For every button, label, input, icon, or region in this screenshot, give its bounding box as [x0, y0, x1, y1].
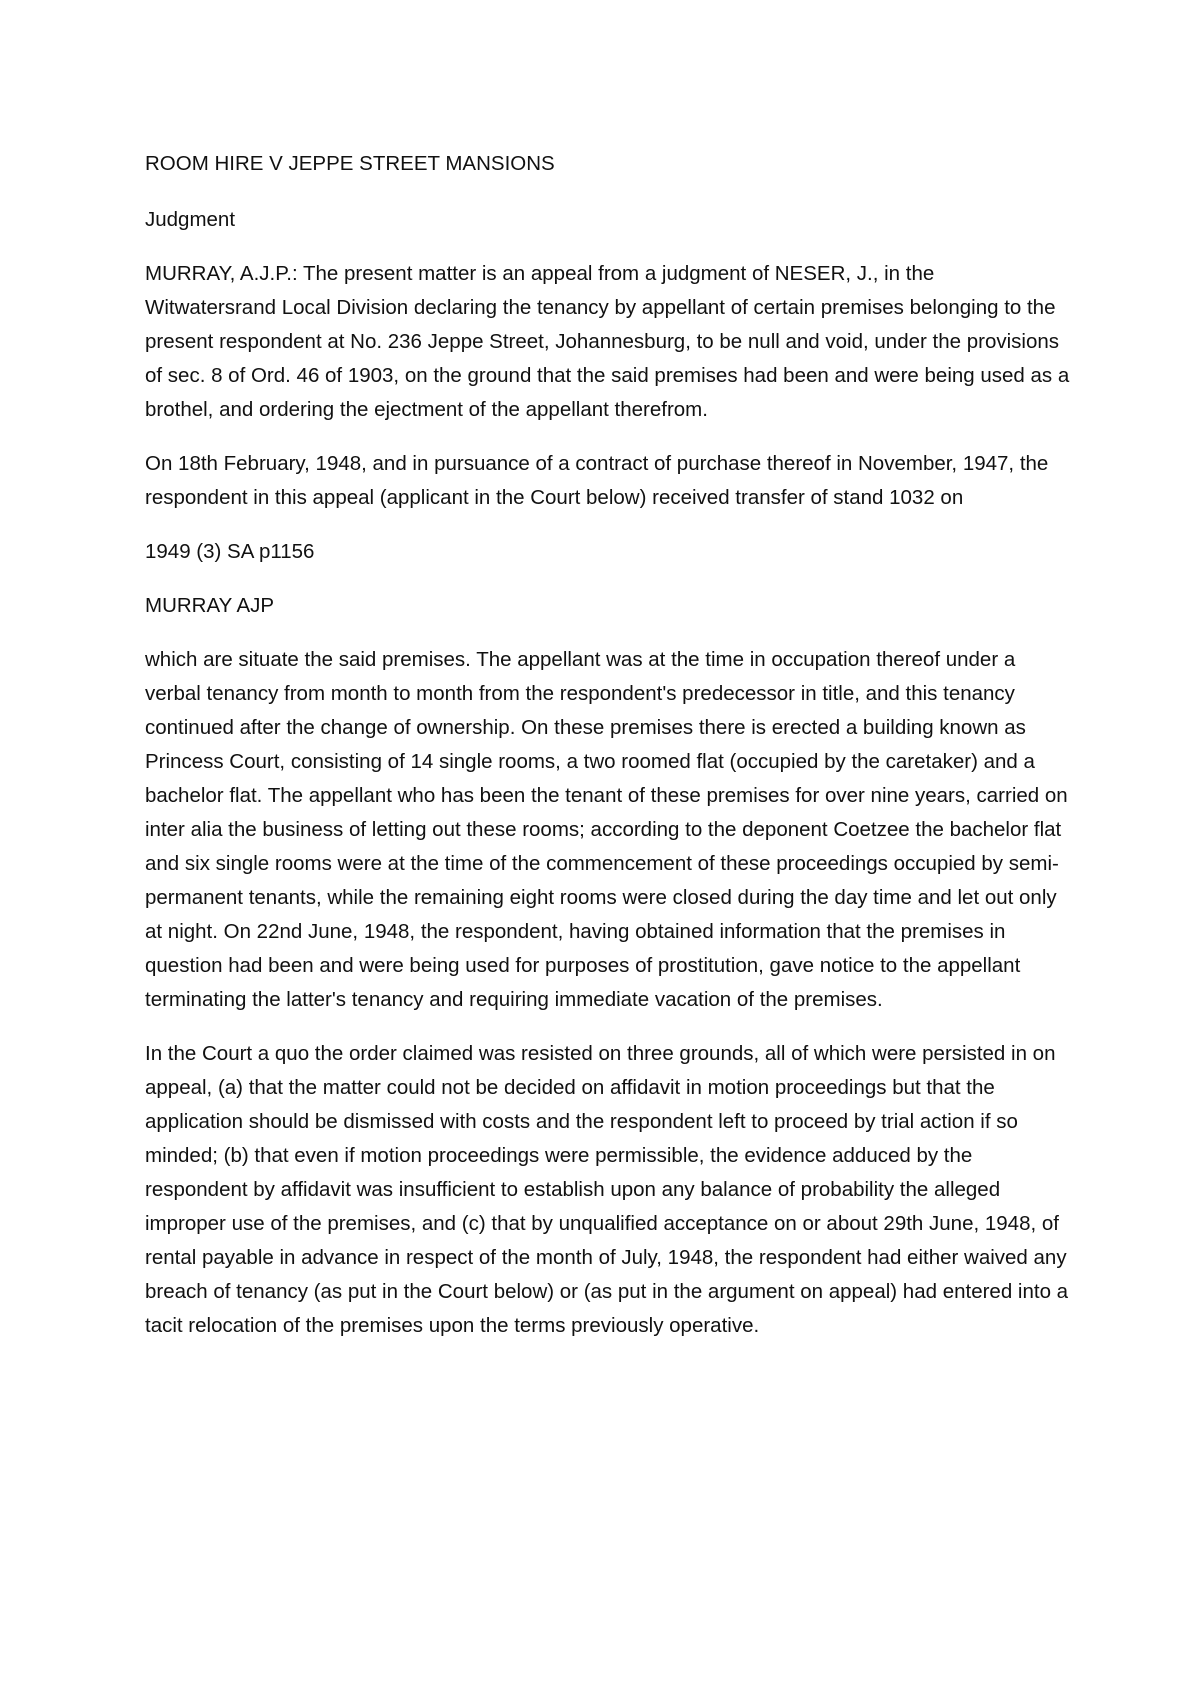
document-title: ROOM HIRE V JEPPE STREET MANSIONS	[145, 152, 555, 175]
paragraph: In the Court a quo the order claimed was resisted on three grounds, all of which were persisted in on appeal, (a) that the matter could not be decided on affidavit in motion proceedings but that the application should be dismissed with costs and the respondent left to proceed by trial action if so minded; (b) that even if motion proceedings were permissible, the evidence adduced by the respondent by affidavit was insufficient to establish upon any balance of probability the alleged improper use of the premises, and (c) that by unqualified acceptance on or about 29th June, 1948, of rental payable in advance in respect of the month of July, 1948, the respondent had either waived any breach of tenancy (as put in the Court below) or (as put in the argument on appeal) had entered into a tacit relocation of the premises upon the terms previously operative.	[145, 1042, 1069, 1337]
paragraph: On 18th February, 1948, and in pursuance of a contract of purchase thereof in November, 1947, the respondent in this appeal (applicant in the Court below) received transfer of stand 1032 on	[145, 452, 1049, 509]
document-body	[145, 147, 1070, 1363]
paragraph: which are situate the said premises. The appellant was at the time in occupation thereof under a verbal tenancy from month to month from the respondent's predecessor in title, and this tenancy continued after the change of ownership. On these premises there is erected a building known as Princess Court, consisting of 14 single rooms, a two roomed flat (occupied by the caretaker) and a bachelor flat. The appellant who has been the tenant of these premises for over nine years, carried on inter alia the business of letting out these rooms; according to the deponent Coetzee the bachelor flat and six single rooms were at the time of the commencement of these proceedings occupied by semi-permanent tenants, while the remaining eight rooms were closed during the day time and let out only at night. On 22nd June, 1948, the respondent, having obtained information that the premises in question had been and were being used for purposes of prostitution, gave notice to the appellant terminating the latter's tenancy and requiring immediate vacation of the premises.	[145, 648, 1068, 1011]
section-label: Judgment	[145, 208, 236, 231]
page-reference: 1949 (3) SA p1156	[145, 540, 315, 563]
judge-header: MURRAY AJP	[145, 594, 275, 617]
paragraph: MURRAY, A.J.P.: The present matter is an appeal from a judgment of NESER, J., in the Witwatersrand Local Division declaring the tenancy by appellant of certain premises belonging to the present respondent at No. 236 Jeppe Street, Johannesburg, to be null and void, under the provisions of sec. 8 of Ord. 46 of 1903, on the ground that the said premises had been and were being used as a brothel, and ordering the ejectment of the appellant therefrom.	[145, 262, 1070, 421]
